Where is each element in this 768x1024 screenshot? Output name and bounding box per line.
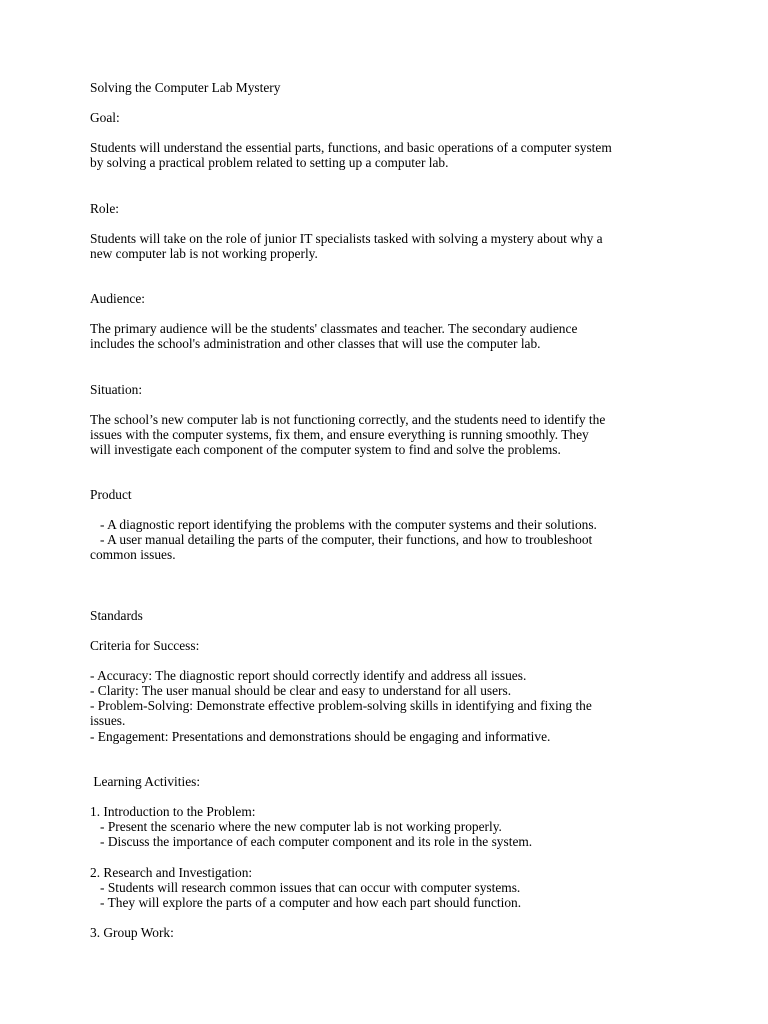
activity-2-line-2: - They will explore the parts of a computer and how each part should function.	[90, 895, 522, 910]
criteria-item-line-1: - Accuracy: The diagnostic report should correctly identify and address all issues.	[90, 668, 527, 683]
goal-heading: Goal:	[90, 110, 120, 125]
audience-text-line-2: includes the school's administration and other classes that will use the computer lab.	[90, 336, 541, 351]
product-item-line-3: common issues.	[90, 547, 176, 562]
activity-2-title: 2. Research and Investigation:	[90, 865, 253, 880]
product-item-line-2: - A user manual detailing the parts of the computer, their functions, and how to troubleshoot	[90, 532, 593, 547]
situation-text-line-2: issues with the computer systems, fix them, and ensure everything is running smoothly. They	[90, 427, 589, 442]
situation-text-line-3: will investigate each component of the computer system to find and solve the problems.	[90, 442, 561, 457]
audience-heading: Audience:	[90, 291, 146, 306]
criteria-item-line-3: - Problem-Solving: Demonstrate effective problem-solving skills in identifying and fixing the	[90, 698, 592, 713]
criteria-item-line-4: issues.	[90, 713, 126, 728]
role-text-line-1: Students will take on the role of junior IT specialists tasked with solving a mystery about why a	[90, 231, 603, 246]
criteria-item-line-5: - Engagement: Presentations and demonstrations should be engaging and informative.	[90, 729, 551, 744]
goal-text-line-1: Students will understand the essential parts, functions, and basic operations of a computer system	[90, 140, 612, 155]
standards-heading: Standards	[90, 608, 143, 623]
audience-text-line-1: The primary audience will be the students' classmates and teacher. The secondary audience	[90, 321, 578, 336]
goal-text-line-2: by solving a practical problem related to setting up a computer lab.	[90, 155, 449, 170]
product-item-line-1: - A diagnostic report identifying the problems with the computer systems and their solutions.	[90, 517, 597, 532]
activity-1-line-1: - Present the scenario where the new computer lab is not working properly.	[90, 819, 502, 834]
role-heading: Role:	[90, 201, 120, 216]
activity-1-line-2: - Discuss the importance of each computer component and its role in the system.	[90, 834, 533, 849]
activities-heading: Learning Activities:	[90, 774, 201, 789]
situation-text-line-1: The school’s new computer lab is not functioning correctly, and the students need to identify the	[90, 412, 606, 427]
criteria-item-line-2: - Clarity: The user manual should be clear and easy to understand for all users.	[90, 683, 512, 698]
activity-2-line-1: - Students will research common issues that can occur with computer systems.	[90, 880, 521, 895]
activity-3-title: 3. Group Work:	[90, 925, 174, 940]
criteria-heading: Criteria for Success:	[90, 638, 200, 653]
document-title: Solving the Computer Lab Mystery	[90, 80, 281, 95]
activity-1-title: 1. Introduction to the Problem:	[90, 804, 256, 819]
situation-heading: Situation:	[90, 382, 143, 397]
role-text-line-2: new computer lab is not working properly.	[90, 246, 318, 261]
product-heading: Product	[90, 487, 132, 502]
